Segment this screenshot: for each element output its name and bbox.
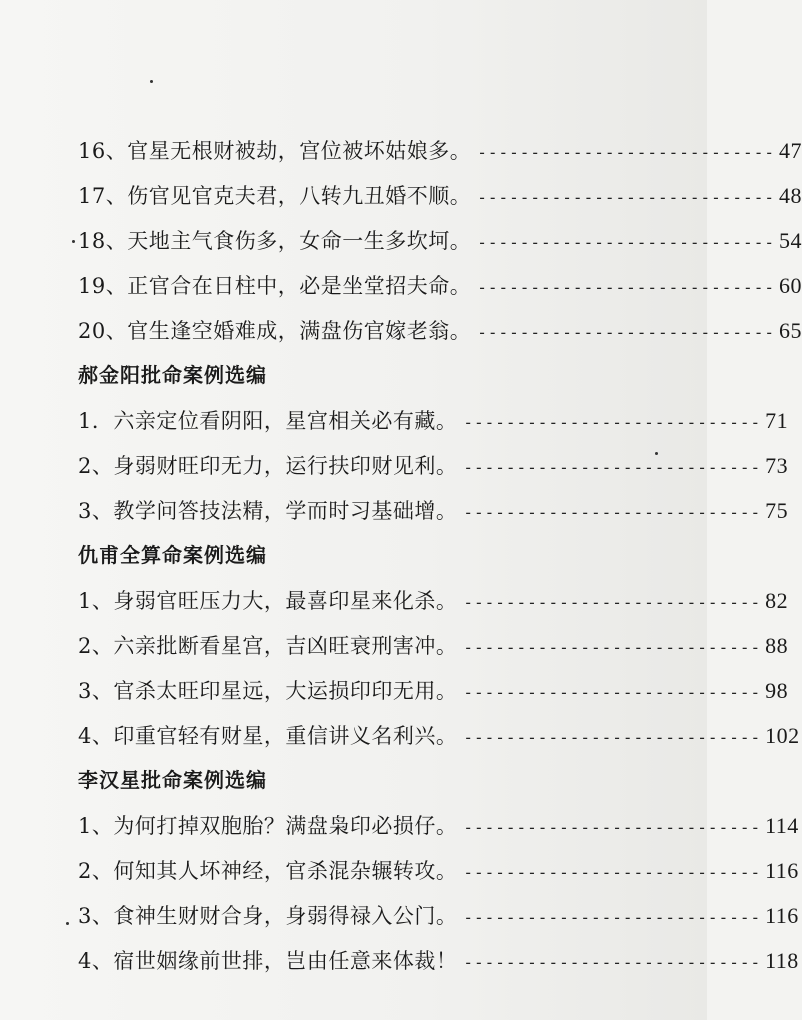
toc-entry	[78, 218, 802, 263]
leader-dashes: ----------------------------	[477, 278, 775, 297]
leader-dashes: ----------------------------	[463, 728, 762, 747]
entry-page: 75	[765, 498, 789, 523]
entry-page: 114	[765, 813, 799, 838]
leader-dashes: ----------------------------	[463, 413, 762, 432]
entry-page: 102	[765, 723, 800, 748]
leader-dashes: ----------------------------	[463, 638, 762, 657]
entry-page: 47	[778, 138, 802, 163]
leader-dashes: ----------------------------	[463, 593, 762, 612]
entry-title: 官杀太旺印星远，大运损印印无用。	[113, 679, 458, 703]
leader-dashes: ----------------------------	[477, 143, 775, 162]
toc-entry	[78, 623, 789, 668]
entry-number: 3、	[78, 679, 114, 703]
entry-page: 71	[765, 408, 789, 433]
toc-entry	[78, 803, 799, 848]
toc-entry	[78, 128, 802, 173]
entry-title: 伤官见官克夫君，八转九丑婚不顺。	[127, 184, 472, 208]
entry-page: 82	[765, 588, 789, 613]
entry-number: 2、	[78, 454, 114, 478]
entry-number: 20、	[78, 319, 128, 343]
table-of-contents	[78, 128, 802, 983]
entry-title: 正官合在日柱中，必是坐堂招夫命。	[127, 274, 472, 298]
entry-title: 为何打掉双胞胎？满盘枭印必损仔。	[113, 814, 458, 838]
section-heading: 李汉星批命案例选编	[78, 768, 267, 792]
leader-dashes: ----------------------------	[463, 683, 762, 702]
entry-page: 98	[765, 678, 789, 703]
entry-title: 天地主气食伤多，女命一生多坎坷。	[127, 229, 472, 253]
entry-page: 116	[765, 858, 799, 883]
entry-page: 65	[778, 318, 802, 343]
entry-title: 何知其人坏神经，官杀混杂辗转攻。	[113, 859, 458, 883]
entry-title: 官星无根财被劫，宫位被坏姑娘多。	[127, 139, 472, 163]
leader-dashes: ----------------------------	[463, 458, 762, 477]
toc-entry	[78, 578, 789, 623]
entry-number: 18、	[78, 229, 128, 253]
entry-title: 六亲定位看阴阳，星宫相关必有藏。	[113, 409, 458, 433]
toc-entry	[78, 668, 789, 713]
leader-dashes: ----------------------------	[477, 188, 775, 207]
entry-number: 3、	[78, 904, 114, 928]
toc-entry	[78, 938, 799, 983]
print-speck	[150, 80, 153, 83]
toc-entry	[78, 263, 802, 308]
entry-page: 54	[778, 228, 802, 253]
entry-title: 六亲批断看星宫，吉凶旺衰刑害冲。	[113, 634, 458, 658]
entry-title: 身弱财旺印无力，运行扶印财见利。	[113, 454, 458, 478]
leader-dashes: ----------------------------	[463, 908, 762, 927]
entry-number: 2、	[78, 859, 114, 883]
section-heading: 仇甫全算命案例选编	[78, 543, 267, 567]
leader-dashes: ----------------------------	[477, 233, 775, 252]
entry-title: 印重官轻有财星，重信讲义名利兴。	[113, 724, 458, 748]
leader-dashes: ----------------------------	[463, 863, 762, 882]
leader-dashes: ----------------------------	[463, 503, 762, 522]
entry-page: 118	[765, 948, 799, 973]
entry-number: 1．	[78, 409, 114, 433]
section-heading: 郝金阳批命案例选编	[78, 363, 267, 387]
toc-entry	[78, 398, 789, 443]
toc-entry	[78, 893, 799, 938]
toc-entry	[78, 173, 802, 218]
entry-number: 16、	[78, 139, 128, 163]
entry-title: 身弱官旺压力大，最喜印星来化杀。	[113, 589, 458, 613]
entry-title: 食神生财财合身，身弱得禄入公门。	[113, 904, 458, 928]
print-speck	[72, 240, 75, 243]
toc-entry	[78, 443, 789, 488]
leader-dashes: ----------------------------	[463, 953, 762, 972]
leader-dashes: ----------------------------	[477, 323, 775, 342]
entry-page: 88	[765, 633, 789, 658]
entry-number: 4、	[78, 949, 114, 973]
toc-entry	[78, 713, 800, 758]
entry-page: 116	[765, 903, 799, 928]
entry-number: 4、	[78, 724, 114, 748]
entry-number: 19、	[78, 274, 128, 298]
entry-number: 2、	[78, 634, 114, 658]
entry-title: 官生逢空婚难成，满盘伤官嫁老翁。	[127, 319, 472, 343]
entry-page: 60	[778, 273, 802, 298]
entry-page: 48	[778, 183, 802, 208]
entry-number: 1、	[78, 589, 114, 613]
entry-title: 宿世姻缘前世排，岂由任意来体裁！	[113, 949, 458, 973]
leader-dashes: ----------------------------	[463, 818, 762, 837]
toc-entry	[78, 488, 789, 533]
entry-number: 17、	[78, 184, 128, 208]
print-speck	[66, 922, 69, 925]
entry-title: 教学问答技法精，学而时习基础增。	[113, 499, 458, 523]
entry-number: 3、	[78, 499, 114, 523]
toc-entry	[78, 848, 799, 893]
entry-page: 73	[765, 453, 789, 478]
entry-number: 1、	[78, 814, 114, 838]
toc-entry	[78, 308, 802, 353]
